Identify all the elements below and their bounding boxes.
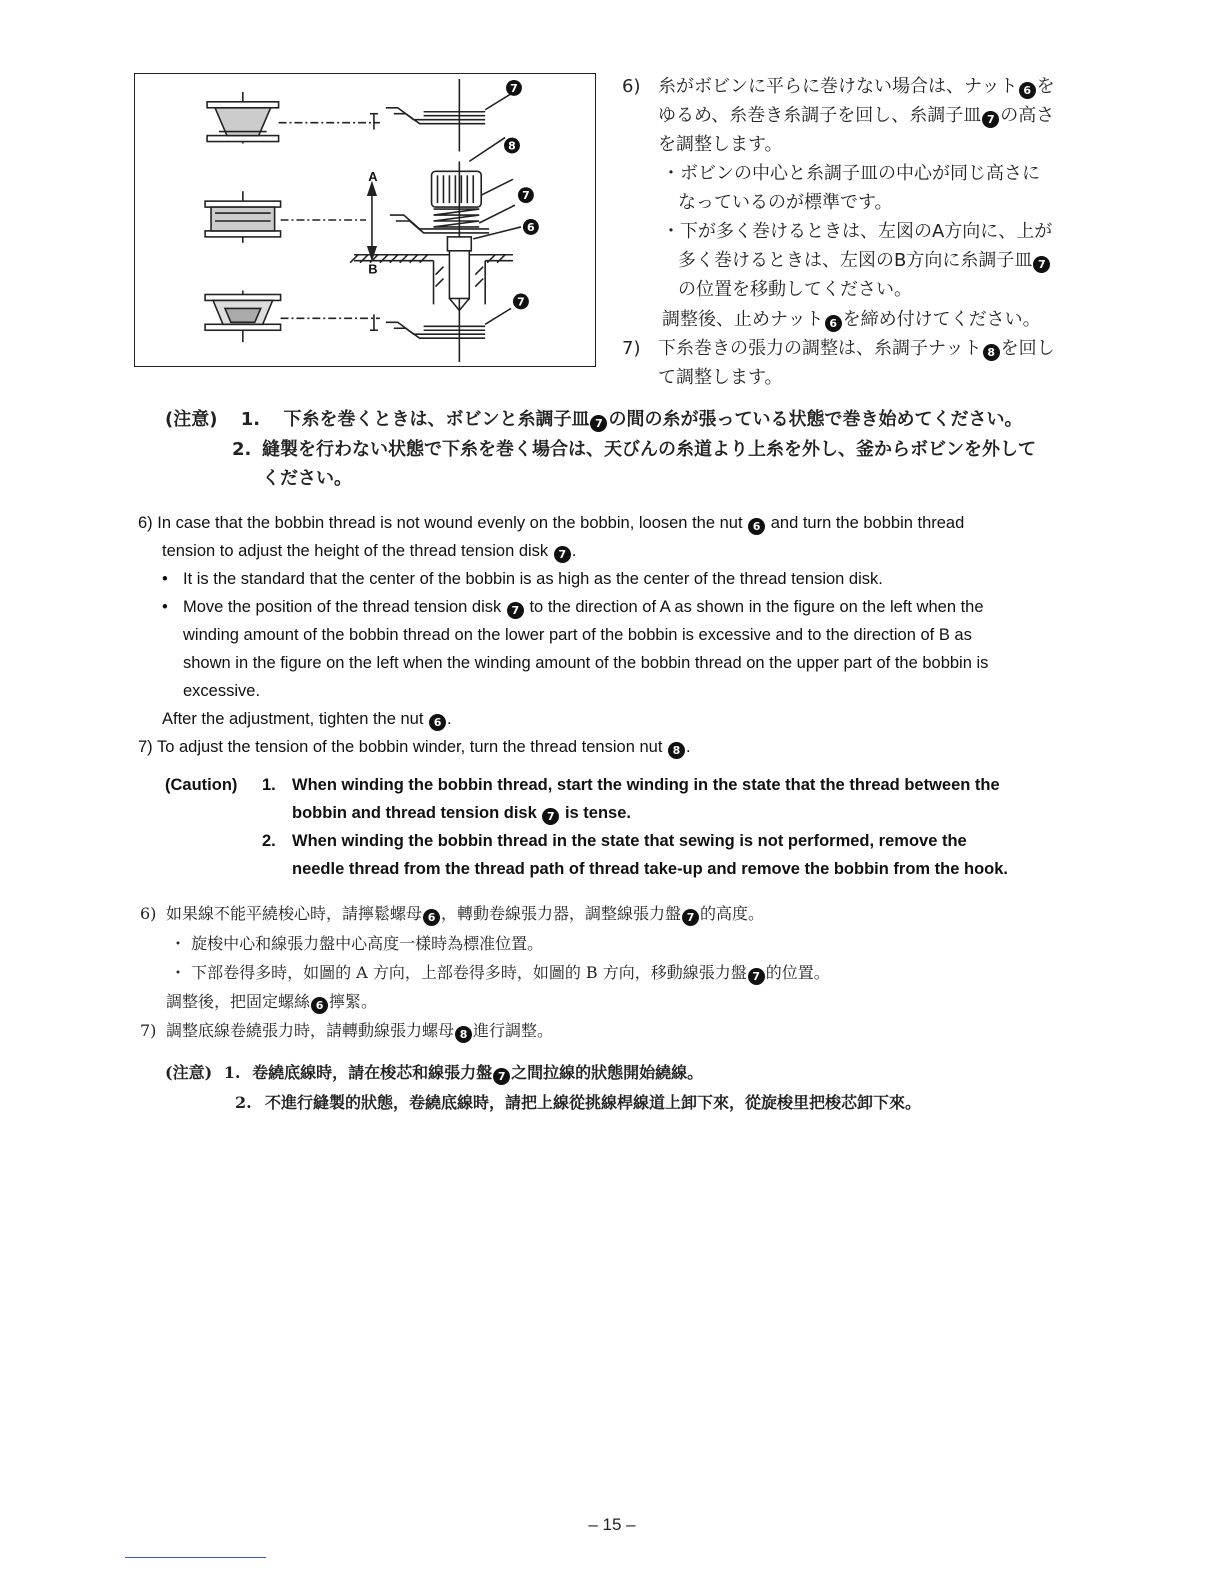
bobbin-winder-diagram — [135, 74, 595, 366]
bobbin-middle — [205, 191, 280, 243]
zh-caution-1: (注意) 1. 卷繞底線時，請在梭芯和線張力盤 7 之間拉線的狀態開始繞線。 — [165, 1063, 704, 1083]
ja-after-adjust: 調整後、止めナット 6 を締め付けてください。 — [662, 309, 1041, 330]
zh-caution-2: 2. 不進行縫製的狀態，卷繞底線時，請把上線從挑線桿線道上卸下來，從旋梭里把梭芯卸下來。 — [235, 1093, 922, 1112]
tension-disk-top — [370, 79, 511, 152]
ja-item-6-line2: ゆるめ、糸巻き糸調子を回し、糸調子皿 7 の高さ — [658, 105, 1055, 126]
zh-bullet-1: ・ 旋梭中心和線張力盤中心高度一樣時為標准位置。 — [170, 934, 544, 953]
bobbin-top — [207, 92, 279, 144]
callout-7-bottom: 7 — [517, 295, 525, 309]
ja-caution-1: (注意) 1. 下糸を巻くときは、ボビンと糸調子皿 7 の間の糸が張っている状態で巻き始めてください。 — [165, 409, 1023, 430]
ja-item-7-line2: て調整します。 — [658, 367, 783, 388]
tension-disk-bottom — [370, 308, 511, 338]
en-bullet-2-line4: excessive. — [183, 682, 261, 700]
ja-bullet-1-line1: ・ボビンの中心と糸調子皿の中心が同じ高さに — [662, 163, 1040, 184]
en-bullet-2-line2: winding amount of the bobbin thread on the lower part of the bobbin is excessive and to the direction of B as — [183, 626, 972, 644]
en-caution-2-line1: 2. When winding the bobbin thread in the state that sewing is not performed, remove the — [262, 832, 967, 850]
ja-bullet-1-line2: なっているのが標準です。 — [678, 192, 893, 213]
callout-8: 8 — [508, 139, 516, 153]
en-item-7: 7) To adjust the tension of the bobbin winder, turn the thread tension nut 8 . — [138, 738, 691, 757]
ja-item-6-line1: 6) 糸がボビンに平らに巻けない場合は、ナット 6 を — [622, 76, 1055, 97]
bobbin-winder-figure — [134, 73, 596, 367]
ja-bullet-2-line1: ・下が多く巻けるときは、左図のA方向に、上が — [662, 221, 1053, 242]
en-item-6-line1: 6) In case that the bobbin thread is not wound evenly on the bobbin, loosen the nut 6 and turn the bobbin thread — [138, 514, 965, 533]
ja-bullet-2-line3: の位置を移動してください。 — [678, 279, 912, 300]
en-caution-2-line2: needle thread from the thread path of thread take-up and remove the bobbin from the hook. — [292, 860, 1008, 878]
ja-bullet-2-line2: 多く巻けるときは、左図のB方向に糸調子皿 7 — [678, 246, 1051, 275]
callout-7-middle: 7 — [522, 189, 530, 203]
zh-after-adjust: 調整後，把固定螺絲 6 擰緊。 — [166, 992, 378, 1012]
ja-item-6-line3: を調整します。 — [658, 134, 783, 155]
zh-bullet-2: ・ 下部卷得多時，如圖的 A 方向，上部卷得多時，如圖的 B 方向，移動線張力盤 7 的位置。 — [170, 963, 830, 983]
ja-caution-2-line2: ください。 — [262, 468, 352, 489]
callout-6: 6 — [527, 220, 535, 234]
ja-caution-2-line1: 2. 縫製を行わない状態で下糸を巻く場合は、天びんの糸道より上糸を外し、釜からボビンを外して — [232, 439, 1036, 460]
callout-7-top: 7 — [510, 81, 518, 95]
bobbin-bottom — [205, 291, 280, 343]
page-number: – 15 – — [588, 1515, 636, 1534]
ja-item-7-line1: 7) 下糸巻きの張力の調整は、糸調子ナット 8 を回し — [622, 338, 1055, 359]
en-bullet-1: • It is the standard that the center of the bobbin is as high as the center of the thread tension disk. — [162, 570, 883, 588]
direction-a-label: A — [368, 169, 378, 185]
direction-b-label: B — [368, 261, 378, 277]
en-caution-1-line1: (Caution) 1. When winding the bobbin thread, start the winding in the state that the thread between the — [165, 776, 1000, 794]
en-after-adjust: After the adjustment, tighten the nut 6 . — [162, 710, 452, 729]
footer-rule — [125, 1557, 266, 1558]
zh-item-7: 7) 調整底線卷繞張力時，請轉動線張力螺母 8 進行調整。 — [140, 1021, 554, 1041]
en-caution-1-line2: bobbin and thread tension disk 7 is tense. — [292, 804, 631, 823]
en-bullet-2-line1: • Move the position of the thread tension disk 7 to the direction of A as shown in the figure on the left when the — [162, 598, 984, 617]
en-bullet-2-line3: shown in the figure on the left when the winding amount of the bobbin thread on the upper part of the bobbin is — [183, 654, 989, 672]
en-item-6-line2: tension to adjust the height of the thread tension disk 7 . — [162, 542, 577, 561]
zh-item-6: 6) 如果線不能平繞梭心時，請擰鬆螺母 6 ，轉動卷線張力器，調整線張力盤 7 的高度。 — [140, 904, 765, 924]
